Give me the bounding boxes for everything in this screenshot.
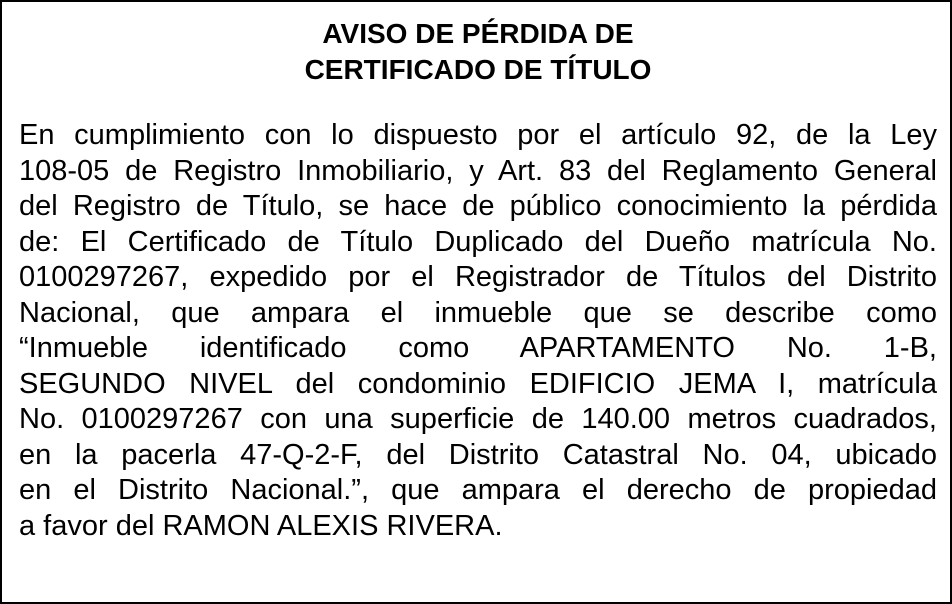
notice-title [19, 16, 937, 88]
notice-body-line: 108-05 de Registro Inmobiliario, y Art. 83 del Reglamento General [19, 154, 937, 187]
notice-body-line: 0100297267, expedido por el Registrador de Títulos del Distrito [19, 261, 937, 293]
notice-body-line: del Registro de Título, se hace de público conocimiento la pérdida [19, 190, 937, 222]
notice-title-line-2: CERTIFICADO DE TÍTULO [304, 54, 652, 85]
notice-body [19, 118, 937, 544]
notice-body-line: SEGUNDO NIVEL del condominio EDIFICIO JEMA I, matrícula [19, 367, 937, 400]
notice-body-line: “Inmueble identificado como APARTAMENTO No. 1-B, [19, 332, 937, 364]
notice-body-line: a favor del RAMON ALEXIS RIVERA. [19, 509, 503, 542]
notice-body-line: En cumplimiento con lo dispuesto por el artículo 92, de la Ley [19, 119, 937, 151]
notice-body-line: Nacional, que ampara el inmueble que se describe como [19, 296, 937, 329]
notice-body-line: en el Distrito Nacional.”, que ampara el derecho de propiedad [19, 474, 937, 506]
notice-body-line: en la pacerla 47-Q-2-F, del Distrito Catastral No. 04, ubicado [19, 438, 937, 471]
notice-body-line: No. 0100297267 con una superficie de 140.00 metros cuadrados, [19, 403, 937, 435]
notice-body-line: de: El Certificado de Título Duplicado del Dueño matrícula No. [19, 225, 937, 258]
notice-title-line-1: AVISO DE PÉRDIDA DE [322, 18, 634, 49]
